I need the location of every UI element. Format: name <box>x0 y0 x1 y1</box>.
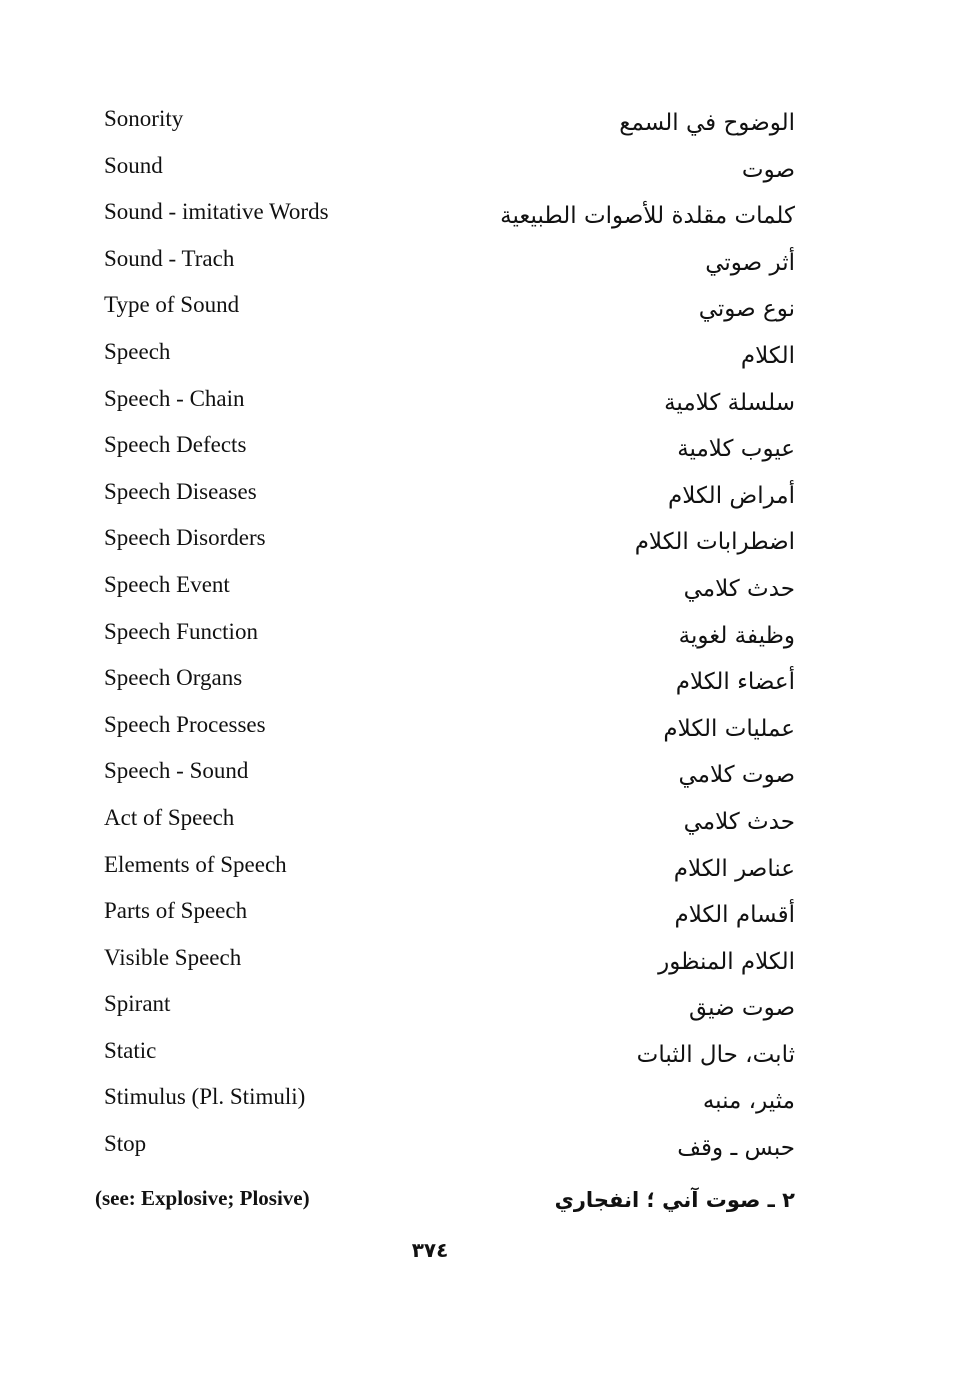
arabic-term: كلمات مقلدة للأصوات الطبيعية <box>500 203 795 230</box>
glossary-row <box>0 473 953 520</box>
glossary-row <box>0 333 953 380</box>
glossary-row <box>0 426 953 473</box>
arabic-term: عمليات الكلام <box>663 715 795 742</box>
glossary-row <box>0 1125 953 1172</box>
arabic-term: الكلام <box>740 342 795 369</box>
arabic-term: ثابت، حال الثبات <box>636 1041 795 1068</box>
glossary-row <box>0 286 953 333</box>
english-term: Stop <box>104 1131 147 1157</box>
english-term: Speech Organs <box>104 665 243 691</box>
english-term: Spirant <box>104 991 171 1017</box>
glossary-row <box>0 985 953 1032</box>
arabic-term: مثير، منبه <box>702 1088 795 1115</box>
english-term: Sound - Trach <box>104 245 235 271</box>
glossary-row <box>0 659 953 706</box>
arabic-term: الوضوح في السمع <box>619 110 795 136</box>
arabic-term: حبس ـ وقف <box>677 1135 795 1162</box>
glossary-list <box>0 100 953 1218</box>
glossary-row <box>0 799 953 846</box>
arabic-term: عناصر الكلام <box>673 855 795 882</box>
glossary-row <box>0 706 953 753</box>
glossary-row <box>0 380 953 427</box>
english-term: Speech Event <box>104 571 230 597</box>
arabic-term: صوت <box>741 156 795 183</box>
arabic-term: ٢ ـ صوت آني ؛ انفجاري <box>554 1187 795 1212</box>
arabic-term: اضطرابات الكلام <box>634 529 795 556</box>
english-term: Speech Defects <box>104 432 247 458</box>
english-term: Speech - Sound <box>104 758 249 784</box>
arabic-term: الكلام المنظور <box>658 948 795 975</box>
glossary-row-note <box>0 1172 953 1219</box>
glossary-row <box>0 613 953 660</box>
english-term: Elements of Speech <box>104 851 287 877</box>
english-term: Static <box>104 1037 157 1063</box>
arabic-term: صوت كلامي <box>678 762 795 789</box>
glossary-row <box>0 1078 953 1125</box>
page-number: ٣٧٤ <box>411 1238 449 1262</box>
glossary-row <box>0 100 953 147</box>
english-term: (see: Explosive; Plosive) <box>95 1185 310 1210</box>
english-term: Speech - Chain <box>104 385 245 411</box>
arabic-term: أقسام الكلام <box>674 902 795 929</box>
glossary-row <box>0 240 953 287</box>
arabic-term: عيوب كلامية <box>677 436 795 463</box>
english-term: Visible Speech <box>104 944 242 970</box>
arabic-term: نوع صوتي <box>698 296 795 323</box>
arabic-term: صوت ضيق <box>688 995 795 1022</box>
arabic-term: أمراض الكلام <box>668 482 795 509</box>
arabic-term: حدث كلامي <box>683 575 795 602</box>
english-term: Sound <box>104 152 163 178</box>
english-term: Parts of Speech <box>104 898 248 924</box>
english-term: Speech <box>104 338 171 364</box>
glossary-row <box>0 846 953 893</box>
glossary-row <box>0 939 953 986</box>
arabic-term: وظيفة لغوية <box>678 622 795 649</box>
glossary-row <box>0 519 953 566</box>
english-term: Sonority <box>104 106 184 131</box>
glossary-row <box>0 147 953 194</box>
arabic-term: أعضاء الكلام <box>675 669 795 696</box>
arabic-term: سلسلة كلامية <box>664 389 795 416</box>
english-term: Stimulus (Pl. Stimuli) <box>104 1084 306 1110</box>
english-term: Speech Processes <box>104 711 266 737</box>
english-term: Act of Speech <box>104 804 235 830</box>
glossary-row <box>0 1032 953 1079</box>
glossary-row <box>0 193 953 240</box>
arabic-term: حدث كلامي <box>683 808 795 835</box>
english-term: Speech Diseases <box>104 478 257 504</box>
glossary-row <box>0 566 953 613</box>
glossary-row <box>0 752 953 799</box>
english-term: Sound - imitative Words <box>104 199 329 225</box>
english-term: Speech Disorders <box>104 525 266 551</box>
arabic-term: أثر صوتي <box>705 249 795 276</box>
glossary-row <box>0 892 953 939</box>
english-term: Type of Sound <box>104 292 240 318</box>
english-term: Speech Function <box>104 618 258 644</box>
